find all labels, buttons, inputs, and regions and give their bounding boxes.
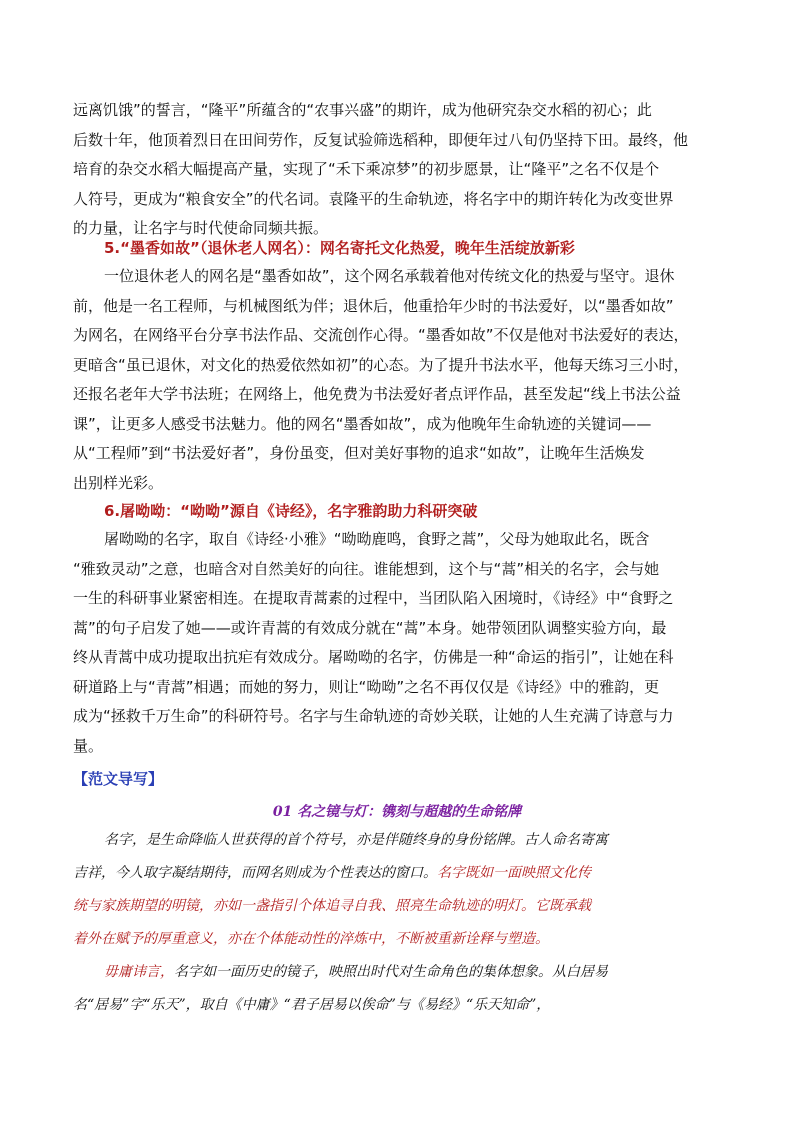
essay-text: 吉祥，今人取字凝结期待，而网名则成为个性表达的窗口。 — [73, 865, 437, 881]
text-line: 蒿”的句子启发了她——或许青蒿的有效成分就在“蒿”本身。她带领团队调整实验方向，最 — [73, 618, 667, 637]
text-line: 出别样光彩。 — [73, 473, 164, 492]
section-tag-model-essay: 【范文导写】 — [73, 770, 164, 788]
text-line: 成为“拯救千万生命”的科研符号。名字与生命轨迹的奇妙关联，让她的人生充满了诗意与力 — [73, 707, 674, 725]
essay-line — [73, 857, 724, 890]
essay-line — [73, 956, 724, 989]
heading-example-6: 6.屠呦呦：“呦呦”源自《诗经》，名字雅韵助力科研突破 — [104, 502, 478, 520]
text-line: 远离饥饿”的誓言，“隆平”所蕴含的“农事兴盛”的期许，成为他研究杂交水稻的初心；此 — [73, 101, 652, 119]
paragraph-tu-youyou — [73, 525, 724, 761]
heading-example-5: 5.“墨香如故”（退休老人网名）：网名寄托文化热爱，晚年生活绽放新彩 — [104, 239, 575, 257]
essay-line: 统与家族期望的明镜，亦如一盏指引个体追寻自我、照亮生命轨迹的明灯。它既承载 — [73, 898, 591, 914]
text-line: 为网名，在网络平台分享书法作品、交流创作心得。“墨香如故”不仅是他对书法爱好的表达， — [73, 326, 689, 344]
text-line: 后数十年，他顶着烈日在田间劳作，反复试验筛选稻种，即便年过八旬仍坚持下田。最终，他 — [73, 130, 689, 149]
essay-paragraph-2 — [73, 956, 724, 1022]
text-line: 的力量，让名字与时代使命同频共振。 — [73, 219, 329, 237]
essay-highlight: 毋庸讳言， — [104, 964, 174, 980]
essay-highlight: 名字既如一面映照文化传 — [437, 865, 591, 881]
paragraph-yuan-longping-continued — [73, 96, 724, 244]
text-line: 人符号，更成为“粮食安全”的代名词。袁隆平的生命轨迹，将名字中的期许转化为改变世界 — [73, 189, 674, 208]
text-line: 更暗含“虽已退休，对文化的热爱依然如初”的心态。为了提升书法水平，他每天练习三小时， — [73, 355, 689, 374]
text-line: 研道路上与“青蒿”相遇；而她的努力，则让“呦呦”之名不再仅仅是《诗经》中的雅韵，更 — [73, 677, 660, 696]
essay-text: 名字如一面历史的镜子，映照出时代对生命角色的集体想象。从白居易 — [174, 964, 608, 980]
text-line: 课”，让更多人感受书法魅力。他的网名“墨香如故”，成为他晚年生命轨迹的关键词—— — [73, 414, 652, 433]
text-line: 从“工程师”到“书法爱好者”，身份虽变，但对美好事物的追求“如故”，让晚年生活焕发 — [73, 444, 645, 462]
essay-line: 着外在赋予的厚重意义，亦在个体能动性的淬炼中，不断被重新诠释与塑造。 — [73, 931, 549, 947]
text-line: 一生的科研事业紧密相连。在提取青蒿素的过程中，当团队陷入困境时，《诗经》中“食野之 — [73, 589, 674, 607]
text-line: 终从青蒿中成功提取出抗疟有效成分。屠呦呦的名字，仿佛是一种“命运的指引”，让她在科 — [73, 648, 674, 666]
text-line: 屠呦呦的名字，取自《诗经·小雅》“呦呦鹿鸣，食野之蒿”，父母为她取此名，既含 — [104, 530, 650, 548]
text-line: 前，他是一名工程师，与机械图纸为伴；退休后，他重拾年少时的书法爱好，以“墨香如故” — [73, 296, 674, 315]
essay-line: 名“居易”字“乐天”，取自《中庸》“君子居易以俟命”与《易经》“乐天知命”， — [73, 997, 551, 1013]
essay-line: 名字，是生命降临人世获得的首个符号，亦是伴随终身的身份铭牌。古人命名寄寓 — [104, 832, 608, 848]
text-line: 培育的杂交水稻大幅提高产量，实现了“禾下乘凉梦”的初步愿景，让“隆平”之名不仅是个 — [73, 160, 660, 178]
essay-title: 01 名之镜与灯：镌刻与超越的生命铭牌 — [272, 804, 522, 820]
text-line: 量。 — [73, 736, 104, 755]
text-line: 一位退休老人的网名是“墨香如故”，这个网名承载着他对传统文化的热爱与坚守。退休 — [104, 267, 675, 285]
text-line: 还报名老年大学书法班；在网络上，他免费为书法爱好者点评作品，甚至发起“线上书法公益 — [73, 385, 681, 403]
essay-paragraph-1 — [73, 824, 724, 956]
text-line: “雅致灵动”之意，也暗含对自然美好的向往。谁能想到，这个与“蒿”相关的名字，会与她 — [73, 559, 660, 578]
paragraph-moxiang-rugu — [73, 262, 724, 498]
